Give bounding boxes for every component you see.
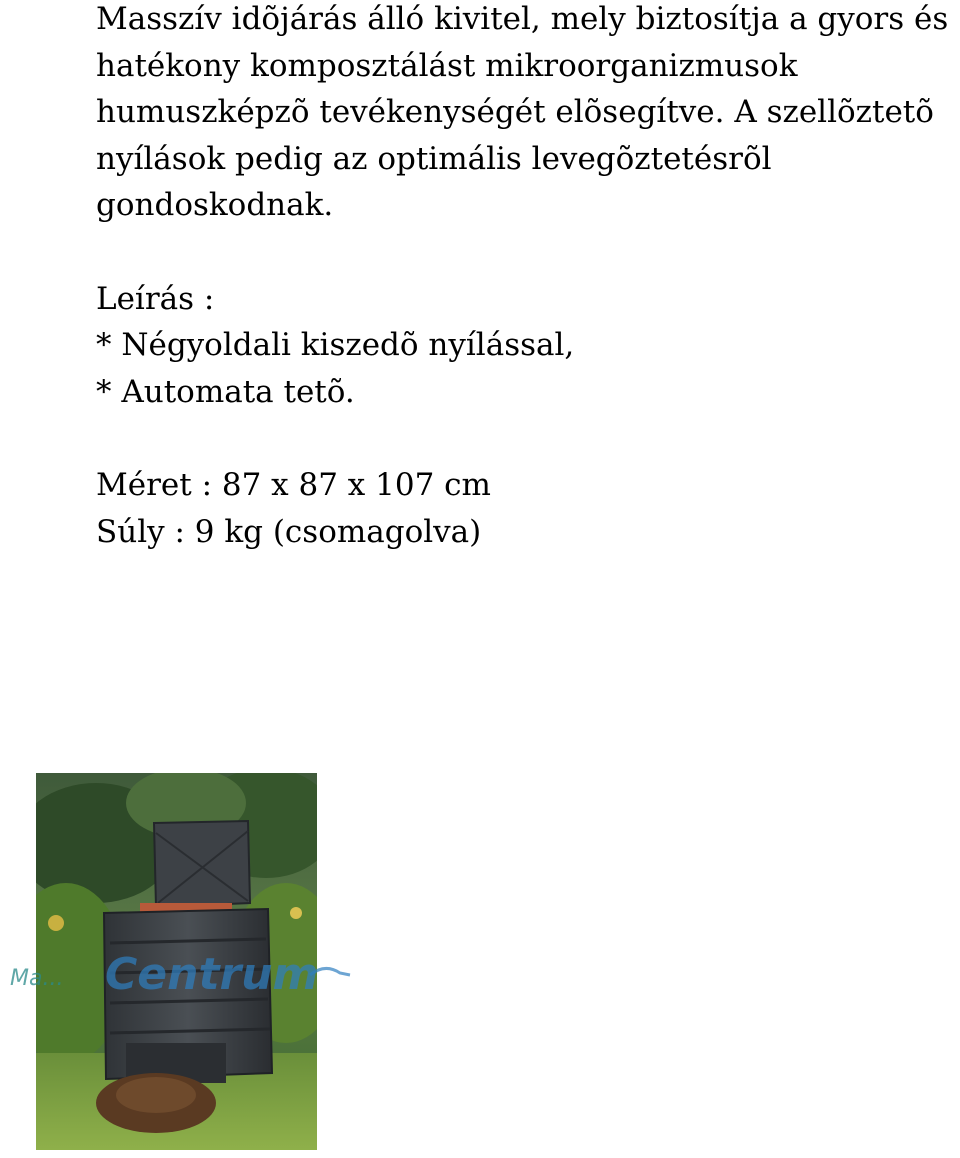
feature-item: * Automata tetõ.	[96, 373, 355, 410]
feature-item: * Négyoldali kiszedõ nyílással,	[96, 327, 575, 363]
spacer	[96, 415, 956, 462]
features-heading: Leírás :	[96, 280, 215, 317]
spec-size: Méret : 87 x 87 x 107 cm	[96, 467, 491, 503]
watermark-fragment: Ma...	[10, 966, 64, 991]
watermark-text: Centrum	[105, 949, 319, 1000]
description-line: humuszképzõ tevékenységét elõsegítve. A szellõztetõ	[96, 94, 934, 130]
spec-weight: Súly : 9 kg (csomagolva)	[96, 513, 482, 550]
spacer	[96, 229, 956, 276]
description-line: gondoskodnak.	[96, 187, 334, 223]
description-line: hatékony komposztálást mikroorganizmusok	[96, 47, 798, 84]
product-text	[96, 0, 956, 555]
description-line: Masszív idõjárás álló kivitel, mely biztosítja a gyors és	[96, 1, 949, 37]
watermark-logo	[10, 945, 355, 1005]
description-line: nyílások pedig az optimális levegõztetésrõl	[96, 140, 772, 177]
